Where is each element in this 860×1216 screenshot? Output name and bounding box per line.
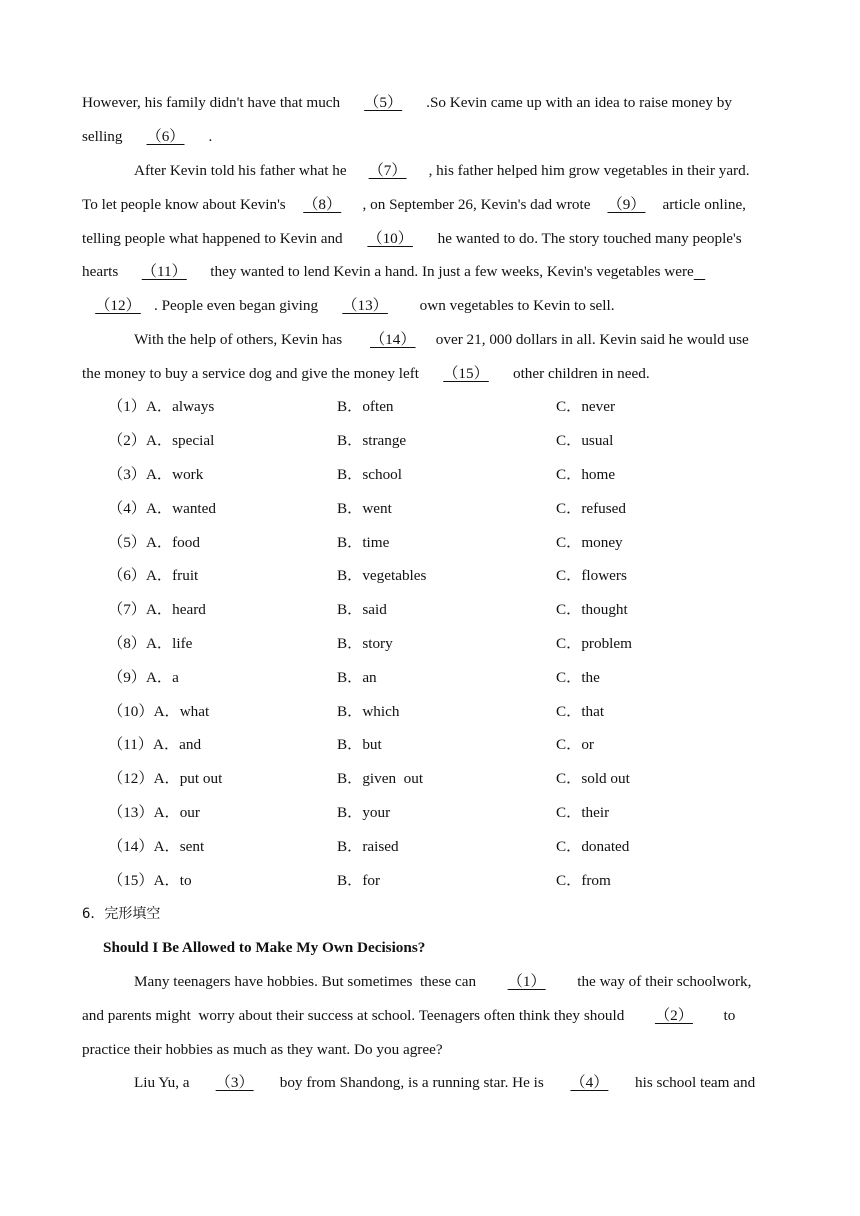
option-row [108, 499, 788, 519]
option-b[interactable]: B．story [337, 635, 393, 652]
blank-2: （2） [654, 1007, 693, 1024]
option-b[interactable]: B．time [337, 534, 390, 551]
option-c[interactable]: C．thought [556, 601, 628, 618]
blank-9: （9） [607, 196, 646, 213]
passage-line [82, 296, 782, 316]
option-b[interactable]: B．raised [337, 838, 399, 855]
text: boy from Shandong, is a running star. He is [272, 1074, 552, 1091]
text: Liu Yu, a [134, 1074, 198, 1091]
option-a[interactable]: （10）A．what [108, 703, 210, 720]
option-c[interactable]: C．flowers [556, 567, 627, 584]
option-row [108, 803, 788, 823]
text: After Kevin told his father what he [134, 162, 347, 179]
blank-7: （7） [368, 162, 407, 179]
text: With the help of others, Kevin has [134, 331, 350, 348]
option-b[interactable]: B．often [337, 398, 394, 415]
option-a[interactable]: （8）A．life [108, 635, 193, 652]
option-b[interactable]: B．your [337, 804, 391, 821]
option-a[interactable]: （9）A．a [108, 669, 179, 686]
text: he wanted to do. The story touched many people's [437, 230, 742, 247]
option-b[interactable]: B．went [337, 500, 392, 517]
text: To let people know about Kevin's [82, 196, 286, 213]
option-a[interactable]: （3）A．work [108, 466, 204, 483]
option-b[interactable]: B．an [337, 669, 377, 686]
option-a[interactable]: （5）A．food [108, 534, 200, 551]
option-c[interactable]: C．usual [556, 432, 614, 449]
text: selling [82, 128, 123, 145]
option-row [108, 668, 788, 688]
text: However, his family didn't have that much [82, 94, 341, 111]
option-row [108, 634, 788, 654]
option-c[interactable]: C．or [556, 736, 594, 753]
option-b[interactable]: B．but [337, 736, 382, 753]
option-c[interactable]: C．donated [556, 838, 630, 855]
text: practice their hobbies as much as they want. Do you agree? [82, 1041, 443, 1058]
passage-line [82, 1040, 782, 1060]
passage-line [82, 262, 782, 282]
blank-10: （10） [367, 230, 413, 247]
passage-line [134, 161, 834, 181]
option-row [108, 735, 788, 755]
passage-line [134, 1073, 834, 1093]
blank-14: （14） [369, 331, 416, 348]
option-row [108, 600, 788, 620]
passage-line [82, 364, 782, 384]
option-row [108, 871, 788, 891]
text: telling people what happened to Kevin and [82, 230, 343, 247]
passage-line [82, 93, 782, 113]
text: .So Kevin came up with an idea to raise money by [426, 94, 732, 111]
text: and parents might worry about their success at school. Teenagers often think they should [82, 1007, 632, 1024]
option-a[interactable]: （13）A．our [108, 804, 200, 821]
option-row [108, 769, 788, 789]
option-c[interactable]: C．refused [556, 500, 627, 517]
option-c[interactable]: C．sold out [556, 770, 630, 787]
option-c[interactable]: C．from [556, 872, 611, 889]
blank-4: （4） [570, 1074, 609, 1091]
passage-title: Should I Be Allowed to Make My Own Decisions? [103, 939, 426, 956]
text: the money to buy a service dog and give the money left [82, 365, 419, 382]
blank-1: （1） [507, 973, 546, 990]
text: . People even began giving [154, 297, 319, 314]
option-a[interactable]: （7）A．heard [108, 601, 206, 618]
option-b[interactable]: B．school [337, 466, 402, 483]
option-a[interactable]: （1）A．always [108, 398, 215, 415]
passage-line [82, 127, 782, 147]
text: Many teenagers have hobbies. But sometimes these can [134, 973, 484, 990]
passage-line [134, 330, 834, 350]
text: his school team and [627, 1074, 756, 1091]
option-b[interactable]: B．for [337, 872, 381, 889]
option-row [108, 465, 788, 485]
option-b[interactable]: B．which [337, 703, 400, 720]
option-row [108, 837, 788, 857]
option-b[interactable]: B．said [337, 601, 387, 618]
text: , his father helped him grow vegetables in their yard. [428, 162, 750, 179]
option-b[interactable]: B．given out [337, 770, 424, 787]
text: over 21, 000 dollars in all. Kevin said he would use [435, 331, 749, 348]
text: the way of their schoolwork, [569, 973, 752, 990]
passage-line [82, 1006, 782, 1026]
blank-6: （6） [146, 128, 185, 145]
option-c[interactable]: C．never [556, 398, 616, 415]
text: to [715, 1007, 736, 1024]
text: . [208, 128, 213, 145]
option-row [108, 397, 788, 417]
text: article online, [662, 196, 746, 213]
option-a[interactable]: （12）A．put out [108, 770, 223, 787]
passage-line [82, 229, 782, 249]
text: hearts [82, 263, 119, 280]
option-a[interactable]: （15）A．to [108, 872, 192, 889]
question-heading: 6．完形填空 [82, 906, 161, 922]
text: , on September 26, Kevin's dad wrote [358, 196, 591, 213]
option-row [108, 702, 788, 722]
blank-8: （8） [303, 196, 342, 213]
blank-12: （12） [95, 297, 141, 314]
option-a[interactable]: （11）A．and [108, 736, 202, 753]
passage-line [134, 972, 834, 992]
option-c[interactable]: C．home [556, 466, 616, 483]
option-a[interactable]: （14）A．sent [108, 838, 205, 855]
text: other children in need. [512, 365, 650, 382]
option-a[interactable]: （6）A．fruit [108, 567, 199, 584]
option-row [108, 566, 788, 586]
option-c[interactable]: C．that [556, 703, 605, 720]
text: they wanted to lend Kevin a hand. In just a few weeks, Kevin's vegetables were [210, 263, 694, 280]
blank-13: （13） [342, 297, 388, 314]
option-b[interactable]: B．vegetables [337, 567, 427, 584]
option-row [108, 533, 788, 553]
option-c[interactable]: C．the [556, 669, 600, 686]
option-c[interactable]: C．money [556, 534, 623, 551]
option-c[interactable]: C．their [556, 804, 610, 821]
blank-11: （11） [141, 263, 187, 280]
blank-15: （15） [443, 365, 489, 382]
option-c[interactable]: C．problem [556, 635, 632, 652]
blank-5: （5） [364, 94, 403, 111]
option-row [108, 431, 788, 451]
option-a[interactable]: （2）A．special [108, 432, 215, 449]
blank-12-start [694, 262, 720, 282]
option-a[interactable]: （4）A．wanted [108, 500, 216, 517]
text: own vegetables to Kevin to sell. [412, 297, 615, 314]
option-b[interactable]: B．strange [337, 432, 407, 449]
blank-3: （3） [215, 1074, 254, 1091]
passage-line [82, 195, 782, 215]
